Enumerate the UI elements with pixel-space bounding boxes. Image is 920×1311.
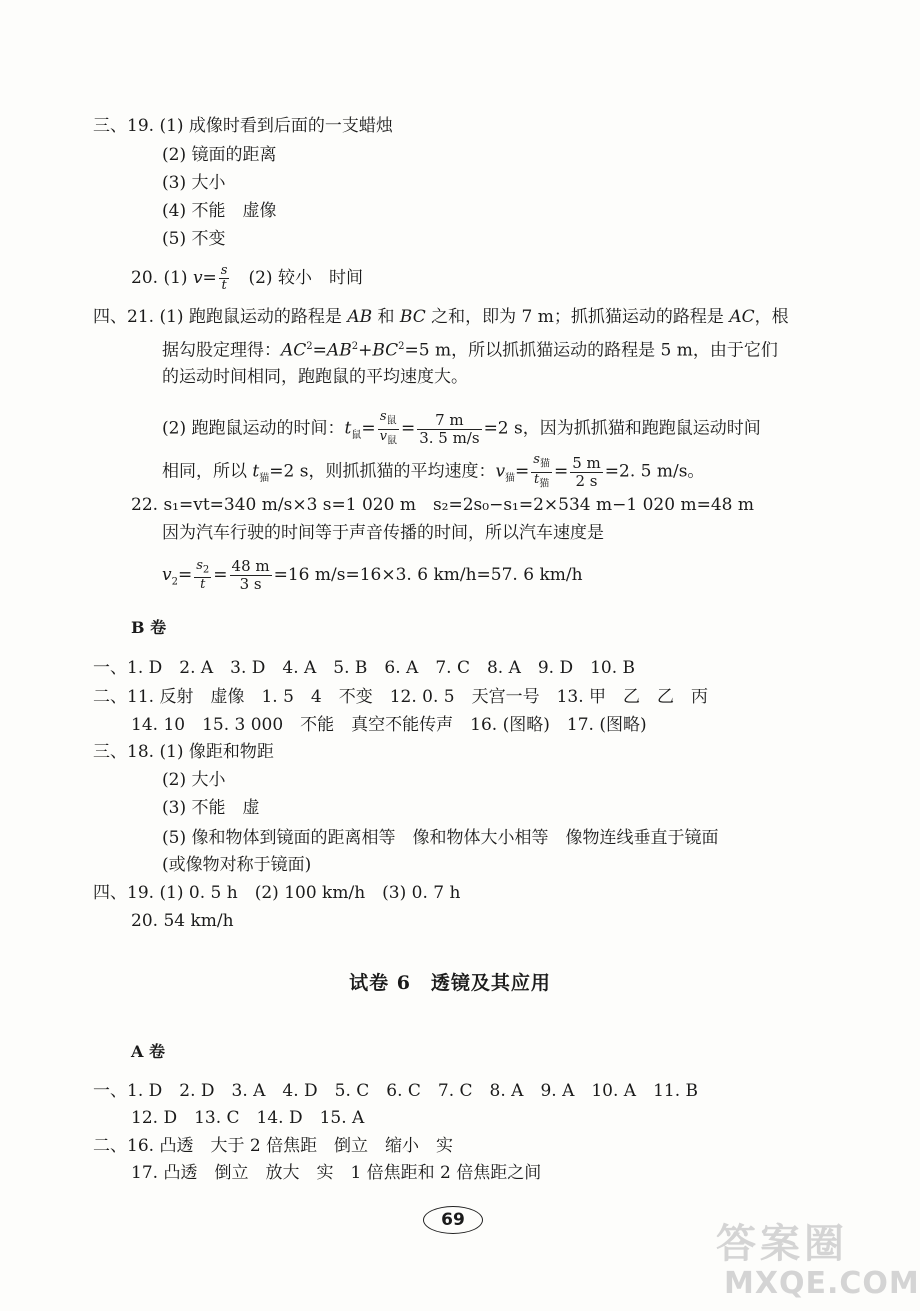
section-b-heading: B 卷 xyxy=(131,618,167,637)
fraction-s-over-v: $\frac{s_鼠}{v_鼠}$ xyxy=(379,409,397,447)
fraction-48m-over-3s: $\frac{48 m}{3 s}$ xyxy=(231,557,270,593)
b-answer-19: 四、19. (1) 0. 5 h (2) 100 km/h (3) 0. 7 h xyxy=(93,883,461,903)
watermark-logo xyxy=(716,1221,920,1308)
answer-21-2-line1: (2) 跑跑鼠运动的时间：$t_鼠=$ $\frac{s_鼠}{v_鼠}$ = $\frac{7 m}{3. 5 m/s}$ =2 s，因为抓抓猫和跑跑鼠运动时间 xyxy=(162,409,761,447)
a-answer-16: 二、16. 凸透 大于 2 倍焦距 倒立 缩小 实 xyxy=(93,1136,454,1156)
section-title: 试卷 6 透镜及其应用 xyxy=(349,972,551,994)
answer-21-2-line2: 相同，所以 $t_猫=2$ s，则抓抓猫的平均速度：$v_猫=$ $\frac{s_猫}{t_猫}$ = $\frac{5 m}{2 s}$ =2. 5 m/s。 xyxy=(162,452,705,490)
answer-19-5: (5) 不变 xyxy=(162,229,226,249)
answer-21-1-line1: 四、21. (1) 跑跑鼠运动的路程是 AB 和 BC 之和，即为 7 m；抓抓猫运动的路程是 AC，根 xyxy=(93,307,789,327)
answer-22-line2: 因为汽车行驶的时间等于声音传播的时间，所以汽车速度是 xyxy=(162,523,604,543)
page-number: 69 xyxy=(423,1206,483,1234)
a-answer-17: 17. 凸透 倒立 放大 实 1 倍焦距和 2 倍焦距之间 xyxy=(131,1163,542,1183)
b-answer-18-1: 三、18. (1) 像距和物距 xyxy=(93,742,274,762)
b-answer-18-5-note: (或像物对称于镜面) xyxy=(162,855,312,875)
b-answer-choice: 一、1. D 2. A 3. D 4. A 5. B 6. A 7. C 8. A 9. D 10. B xyxy=(93,658,636,678)
a-answer-choice-1: 一、1. D 2. D 3. A 4. D 5. C 6. C 7. C 8. A 9. A 10. A 11. B xyxy=(93,1081,699,1101)
b-answer-18-2: (2) 大小 xyxy=(162,770,226,790)
watermark-text: 答案圈 xyxy=(716,1221,848,1267)
b-answer-18-3: (3) 不能 虚 xyxy=(162,798,260,818)
answer-20: 20. (1) v= $\frac{s}{t}$ (2) 较小 时间 xyxy=(131,263,363,293)
answer-21-1-line2: 据勾股定理得：$AC^2=AB^2+BC^2=5$ m，所以抓抓猫运动的路程是 5 m，由于它们 xyxy=(162,340,778,361)
a-answer-choice-2: 12. D 13. C 14. D 15. A xyxy=(131,1108,365,1128)
fraction-5m-over-2s: $\frac{5 m}{2 s}$ xyxy=(572,453,601,490)
section-a-heading: A 卷 xyxy=(131,1042,165,1061)
b-answer-fill-1: 二、11. 反射 虚像 1. 5 4 不变 12. 0. 5 天宫一号 13. 甲 乙 乙 丙 xyxy=(93,687,709,707)
answer-19-1: 三、19. (1) 成像时看到后面的一支蜡烛 xyxy=(93,116,393,136)
b-answer-20: 20. 54 km/h xyxy=(131,911,234,931)
fraction-s2-over-t: $\frac{s_2}{t}$ xyxy=(196,557,210,593)
answer-19-2: (2) 镜面的距离 xyxy=(162,145,277,165)
watermark-url: MXQE.COM xyxy=(724,1266,920,1301)
b-answer-18-5: (5) 像和物体到镜面的距离相等 像和物体大小相等 像物连线垂直于镜面 xyxy=(162,828,719,848)
fraction-s-over-t-cat: $\frac{s_猫}{t_猫}$ xyxy=(533,452,550,490)
fraction-7m-over-speed: $\frac{7 m}{3. 5 m/s}$ xyxy=(419,410,480,447)
answer-21-1-line3: 的运动时间相同，跑跑鼠的平均速度大。 xyxy=(162,367,468,387)
fraction-s-over-t: $\frac{s}{t}$ xyxy=(220,263,228,293)
b-answer-fill-2: 14. 10 15. 3 000 不能 真空不能传声 16. (图略) 17. (图略) xyxy=(131,715,647,735)
answer-19-4: (4) 不能 虚像 xyxy=(162,201,277,221)
answer-22-line1: 22. s₁=vt=340 m/s×3 s=1 020 m s₂=2s₀−s₁=2×534 m−1 020 m=48 m xyxy=(131,495,754,515)
answer-19-3: (3) 大小 xyxy=(162,173,226,193)
answer-22-line3: $v_2=$ $\frac{s_2}{t}$ = $\frac{48 m}{3 s}$ =16 m/s=16×3. 6 km/h=57. 6 km/h xyxy=(162,557,583,593)
